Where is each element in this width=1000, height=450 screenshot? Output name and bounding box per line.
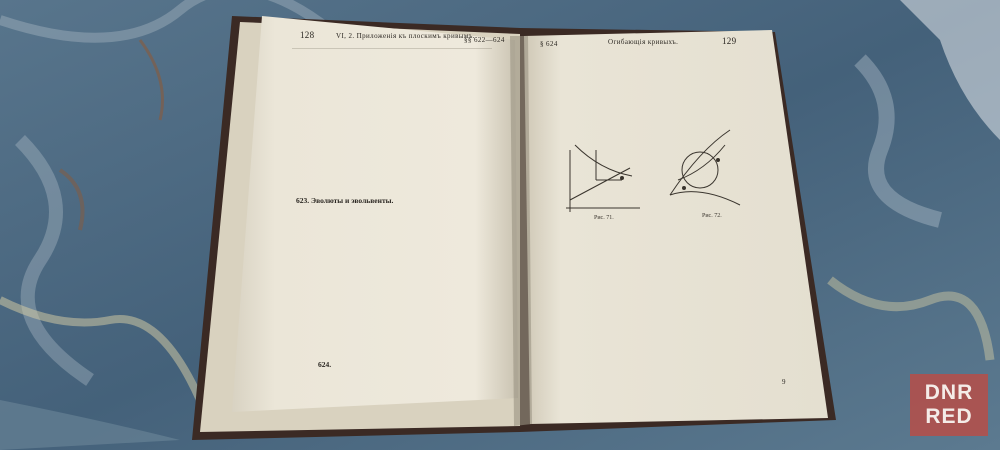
- section-624-heading: 624.: [318, 360, 332, 369]
- left-page-number: 128: [300, 30, 315, 40]
- left-section-ref: §§ 622—624: [464, 36, 505, 44]
- watermark-line-2: RED: [925, 405, 973, 428]
- section-623-heading: 623. Эволюты и эвольвенты.: [296, 196, 394, 205]
- left-running-header: VI, 2. Приложенія къ плоскимъ кривымъ.: [336, 32, 475, 40]
- text-rule: [292, 48, 492, 49]
- right-page-number: 129: [722, 36, 737, 46]
- right-footer-number: 9: [782, 378, 786, 386]
- watermark-line-1: DNR: [924, 381, 974, 404]
- right-running-header: Огибающія кривыхъ.: [608, 38, 679, 46]
- figure-71-caption: Рис. 71.: [594, 215, 614, 221]
- figure-72-caption: Рис. 72.: [702, 213, 722, 219]
- right-section-ref: § 624: [540, 40, 558, 48]
- watermark-logo: [910, 374, 988, 436]
